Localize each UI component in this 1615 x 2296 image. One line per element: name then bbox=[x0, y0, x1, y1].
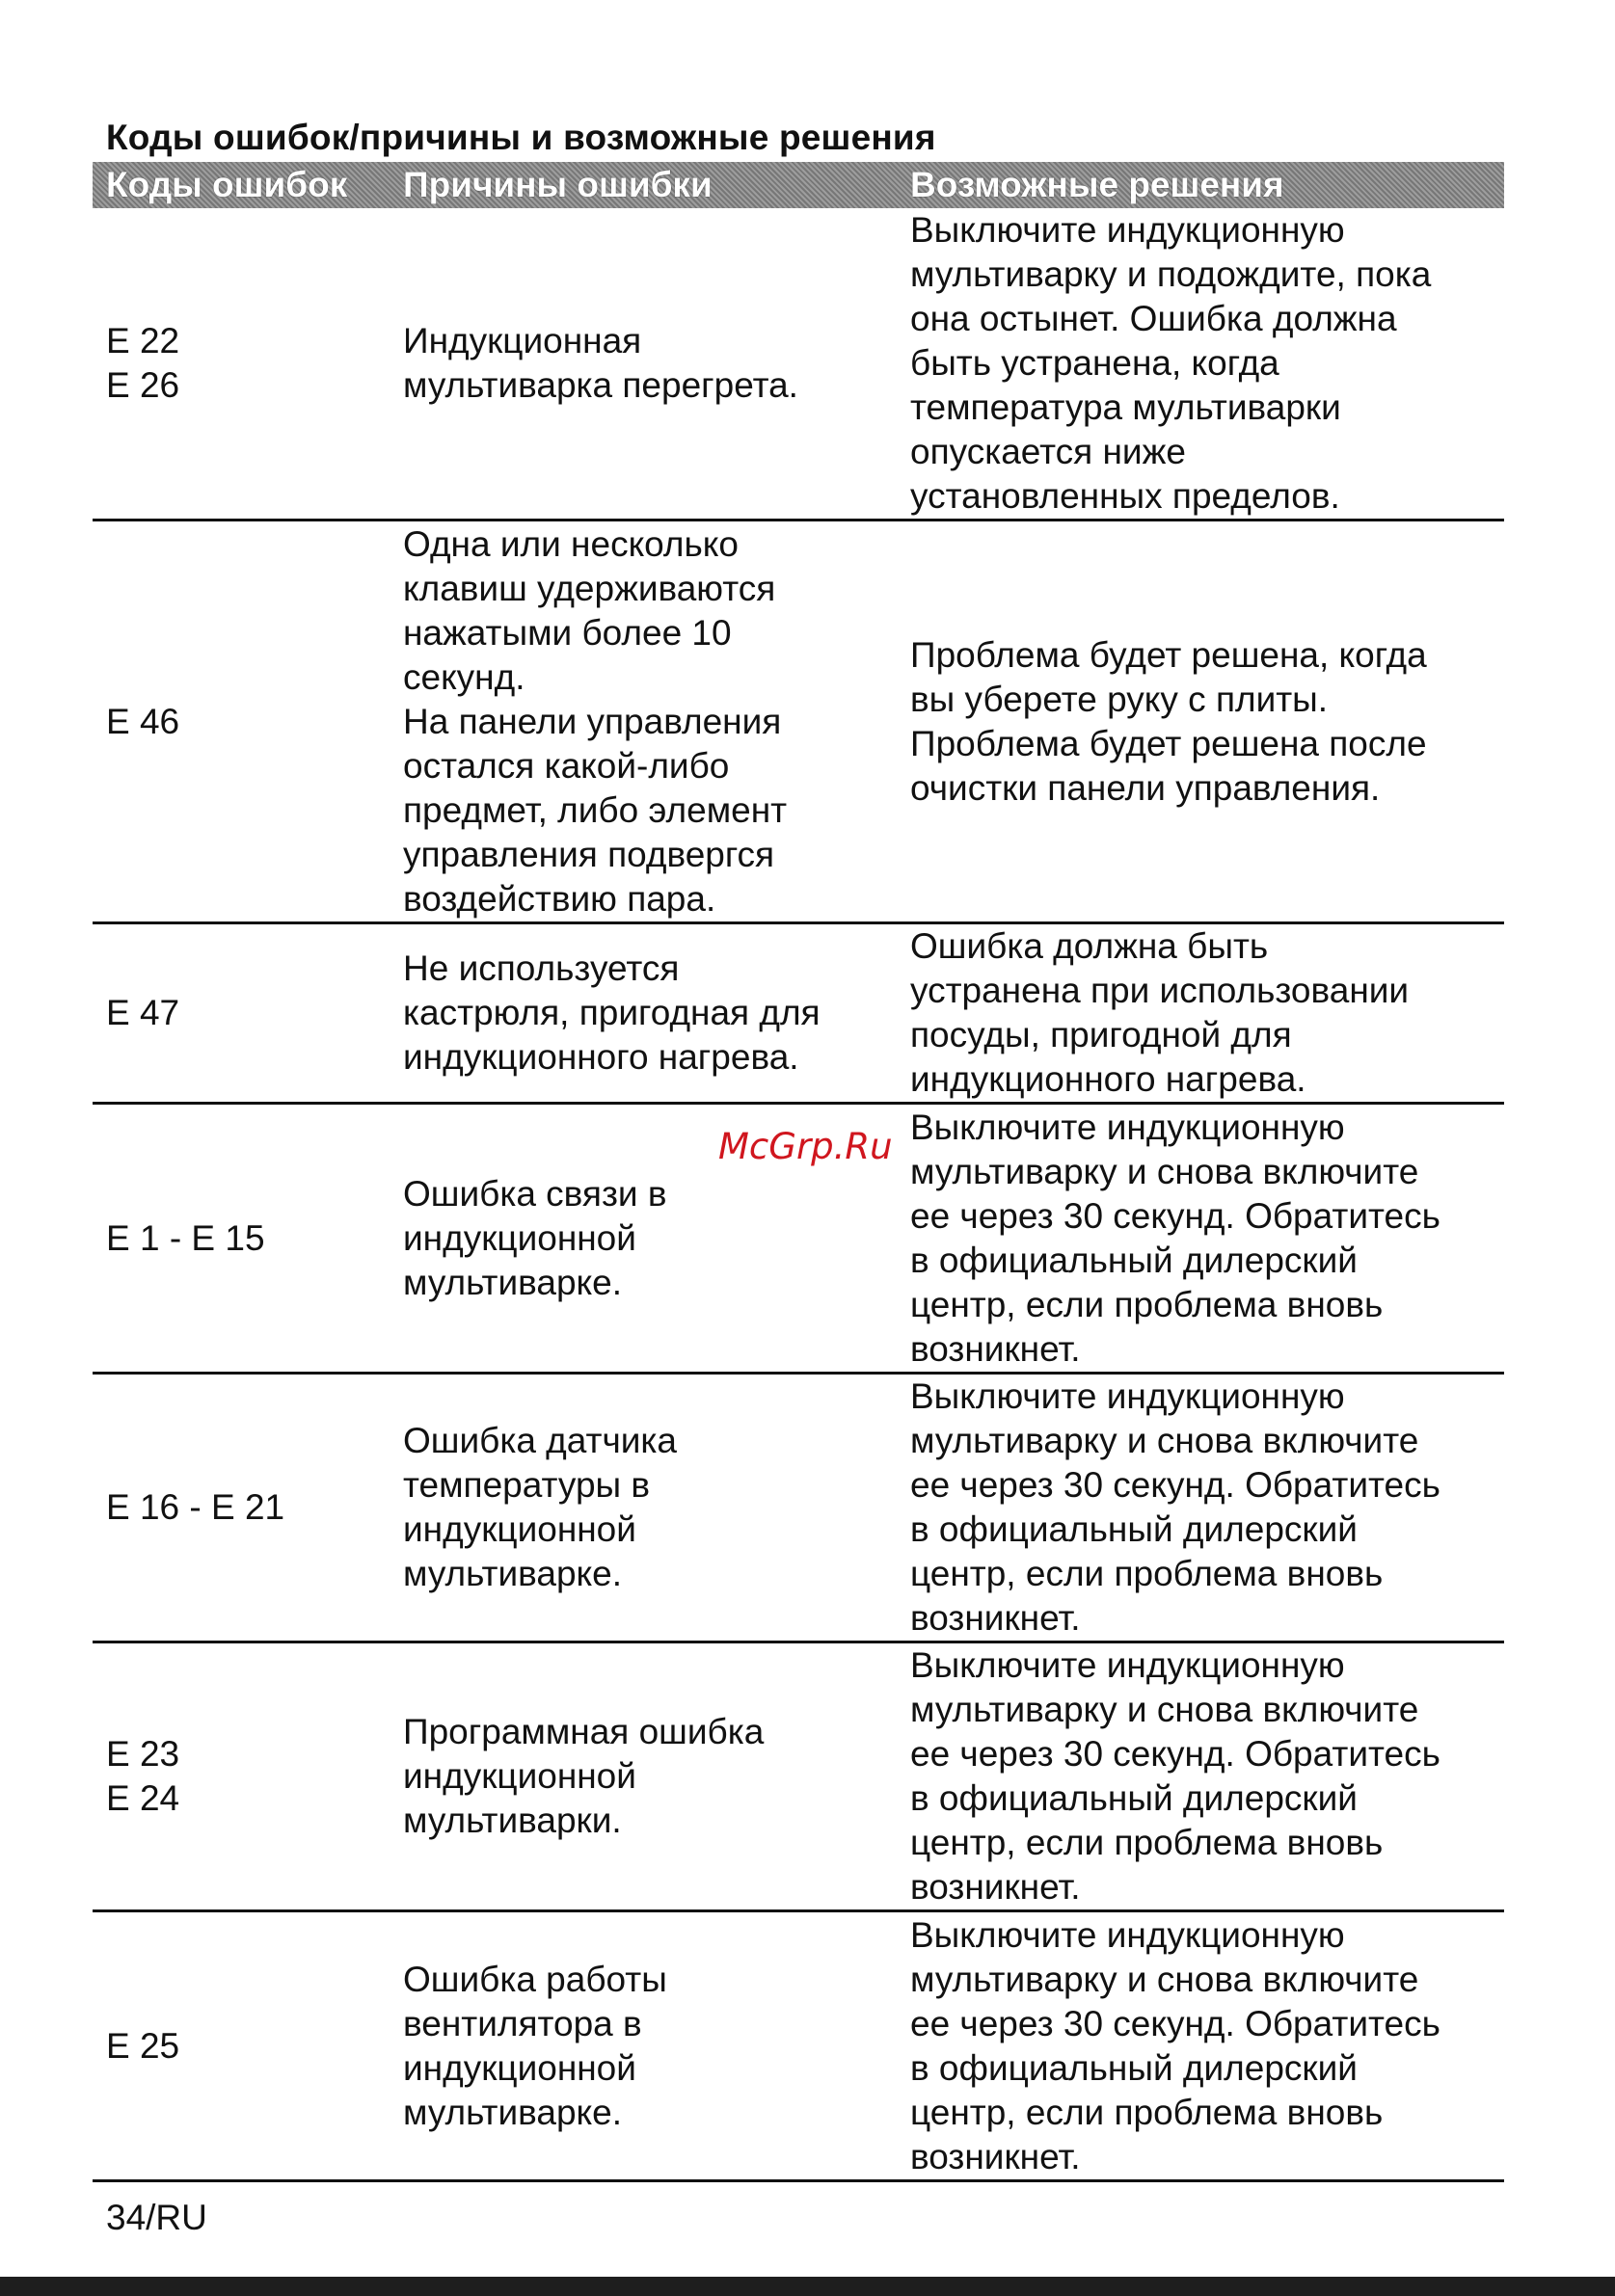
table-row bbox=[93, 1643, 1504, 1912]
header-solutions: Возможные решения bbox=[910, 165, 1284, 204]
error-code: E 16 - E 21 bbox=[106, 1487, 285, 1527]
watermark: McGrp.Ru bbox=[718, 1126, 893, 1167]
error-solution: Выключите индукционную мультиварку и снова включите ее через 30 секунд. Обратитесь в официальный дилерский центр, если проблема вновь возникнет. bbox=[910, 1107, 1440, 1369]
table-row bbox=[93, 521, 1504, 924]
header-error-codes: Коды ошибок bbox=[106, 165, 348, 204]
error-codes-table bbox=[93, 162, 1504, 2182]
table-row bbox=[93, 924, 1504, 1105]
header-error-causes: Причины ошибки bbox=[403, 165, 713, 204]
error-code: E 23 E 24 bbox=[106, 1734, 180, 1818]
error-cause: Одна или несколько клавиш удерживаются нажатыми более 10 секунд. На панели управления остался какой-либо предмет, либо элемент управления подвергся воздействию пара. bbox=[403, 523, 788, 919]
error-cause: Ошибка работы вентилятора в индукционной мультиварке. bbox=[403, 1959, 667, 2132]
page-number: 34/RU bbox=[106, 2198, 207, 2237]
error-solution: Выключите индукционную мультиварку и подождите, пока она остынет. Ошибка должна быть устранена, когда температура мультиварки опускается ниже установленных пределов. bbox=[910, 210, 1432, 516]
error-solution: Проблема будет решена, когда вы уберете руку с плиты. Проблема будет решена после очистки панели управления. bbox=[910, 634, 1427, 808]
table-row bbox=[93, 1375, 1504, 1643]
bottom-border bbox=[0, 2277, 1615, 2296]
error-cause: Не используется кастрюля, пригодная для индукционного нагрева. bbox=[403, 948, 821, 1077]
error-code: E 1 - E 15 bbox=[106, 1217, 265, 1258]
error-code: E 25 bbox=[106, 2025, 180, 2066]
error-code: E 22 E 26 bbox=[106, 321, 180, 405]
error-solution: Выключите индукционную мультиварку и снова включите ее через 30 секунд. Обратитесь в официальный дилерский центр, если проблема вновь возникнет. bbox=[910, 1914, 1440, 2176]
error-solution: Выключите индукционную мультиварку и снова включите ее через 30 секунд. Обратитесь в официальный дилерский центр, если проблема вновь возникнет. bbox=[910, 1376, 1440, 1638]
error-cause: Ошибка связи в индукционной мультиварке. bbox=[403, 1173, 667, 1302]
table-header bbox=[93, 162, 1504, 208]
error-code: E 47 bbox=[106, 993, 180, 1032]
error-cause: Программная ошибка индукционной мультиварки. bbox=[403, 1712, 765, 1840]
error-solution: Ошибка должна быть устранена при использовании посуды, пригодной для индукционного нагрева. bbox=[910, 926, 1410, 1099]
error-solution: Выключите индукционную мультиварку и снова включите ее через 30 секунд. Обратитесь в официальный дилерский центр, если проблема вновь возникнет. bbox=[910, 1645, 1440, 1907]
error-cause: Ошибка датчика температуры в индукционной мультиварке. bbox=[403, 1421, 678, 1593]
error-cause: Индукционная мультиварка перегрета. bbox=[403, 321, 798, 405]
table-row bbox=[93, 1912, 1504, 2182]
table-row bbox=[93, 208, 1504, 521]
error-code: E 46 bbox=[106, 701, 180, 741]
page-title: Коды ошибок/причины и возможные решения bbox=[106, 118, 936, 157]
